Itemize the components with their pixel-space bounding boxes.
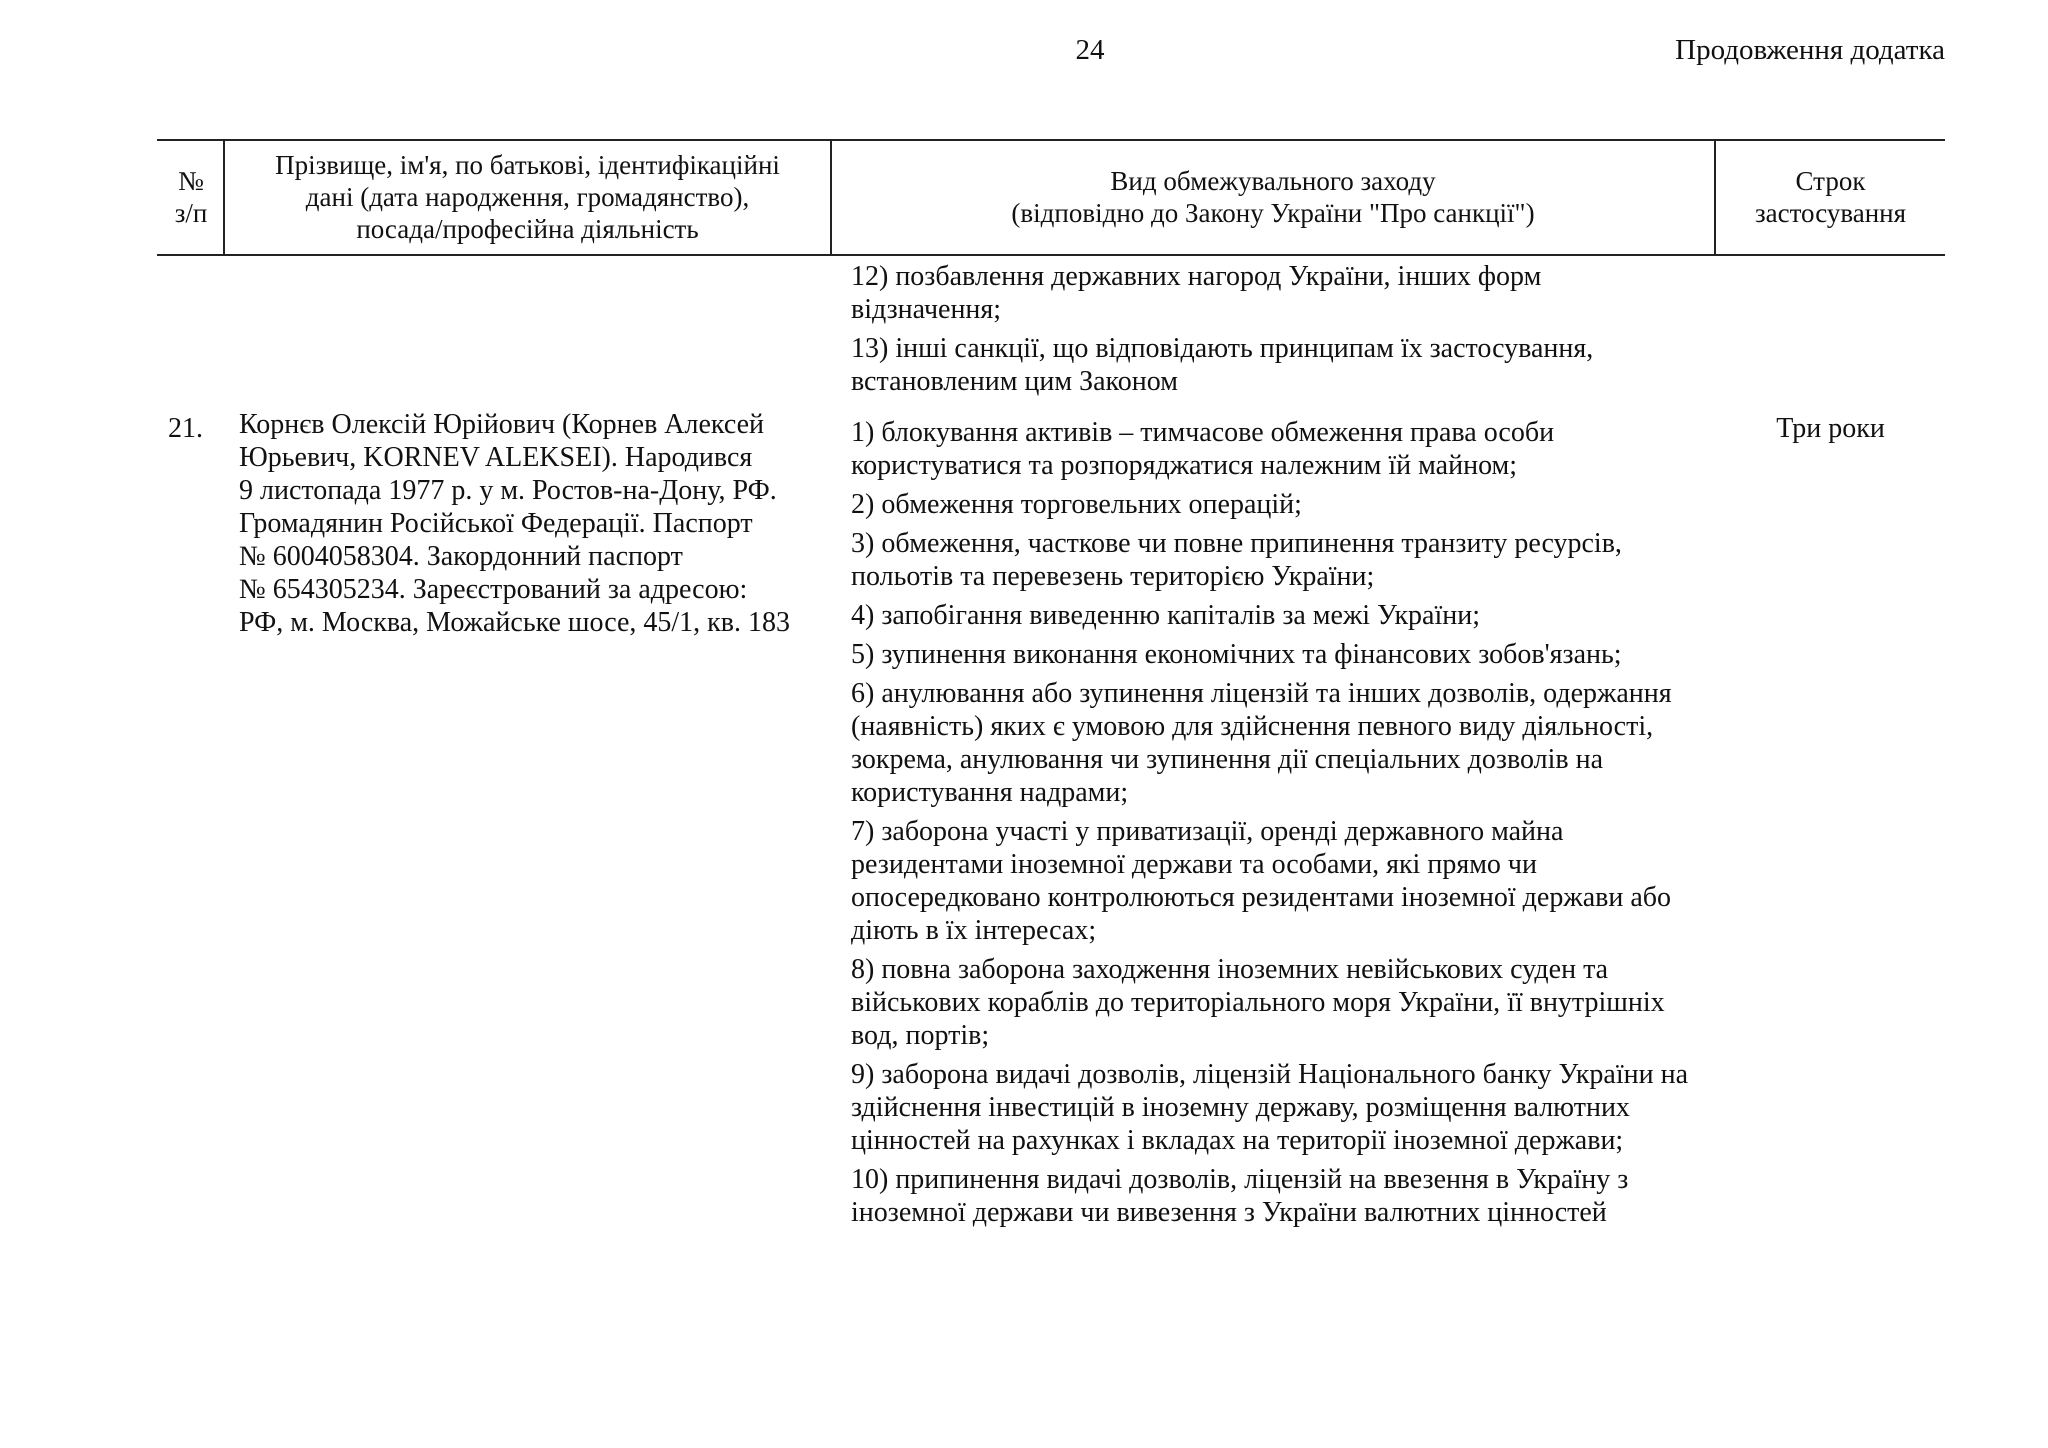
measure-item: 8) повна заборона заходження іноземних невійськових суден та військових кораблів до територіального моря України, її внутрішніх вод, портів;: [851, 954, 1665, 1051]
header-person: [225, 140, 830, 254]
header-number-line: з/п: [174, 198, 208, 228]
person-line: Громадянин Російської Федерації. Паспорт: [239, 508, 753, 539]
continued-measures: [851, 260, 1691, 404]
measure-item: 3) обмеження, часткове чи повне припинення транзиту ресурсів, польотів та перевезень територією України;: [851, 528, 1622, 592]
measure-item: 12) позбавлення державних нагород України, інших форм відзначення;: [851, 261, 1542, 325]
person-line: 9 листопада 1977 р. у м. Ростов-на-Дону, РФ.: [239, 475, 777, 506]
header-number-line: №: [178, 166, 204, 196]
measure-item: 6) анулювання або зупинення ліцензій та інших дозволів, одержання (наявність) яких є умовою для здійснення певного виду діяльності, зокрема, анулювання чи зупинення дії спеціальних дозволів на користування надрами;: [851, 678, 1672, 808]
header-person-line: Прізвище, ім'я, по батькові, ідентифікаційні: [275, 150, 780, 180]
person-line: Корнєв Олексій Юрійович (Корнев Алексей: [239, 409, 764, 440]
table-header-bottom-rule: [157, 254, 1945, 256]
measure-item: 4) запобігання виведенню капіталів за межі України;: [851, 600, 1481, 631]
person-line: Юрьевич, KORNEV ALEKSEI). Народився: [239, 442, 753, 473]
term-value: Три роки: [1776, 413, 1885, 444]
row-number: 21.: [168, 413, 203, 444]
measure-item: 7) заборона участі у приватизації, оренді державного майна резидентами іноземної держави та особами, які прямо чи опосередковано контролюються резидентами іноземної держави або діють в їх інтересах;: [851, 816, 1671, 946]
person-line: № 654305234. Зареєстрований за адресою:: [239, 574, 748, 605]
measure-item: 1) блокування активів – тимчасове обмеження права особи користуватися та розпоряджатися належним їй майном;: [851, 417, 1555, 481]
header-measure-line: Вид обмежувального заходу: [1110, 166, 1436, 196]
header-term: [1716, 140, 1945, 254]
header-measure-line: (відповідно до Закону України "Про санкції"): [1011, 198, 1535, 228]
measure-item: 9) заборона видачі дозволів, ліцензій Національного банку України на здійснення інвестицій в іноземну державу, розміщення валютних цінностей на рахунках і вкладах на території іноземної держави;: [851, 1059, 1689, 1156]
continuation-label: Продовження додатка: [1675, 34, 1945, 66]
measure-item: 10) припинення видачі дозволів, ліцензій на ввезення в Україну з іноземної держави чи вивезення з України валютних цінностей: [851, 1164, 1629, 1228]
header-person-line: посада/професійна діяльність: [356, 214, 699, 244]
header-term-line: застосування: [1754, 198, 1907, 228]
measure-item: 5) зупинення виконання економічних та фінансових зобов'язань;: [851, 639, 1622, 670]
row-measures: [851, 416, 1691, 1235]
header-number: [159, 140, 223, 254]
header-measure: [832, 140, 1714, 254]
measure-item: 2) обмеження торговельних операцій;: [851, 489, 1302, 520]
person-details: [239, 408, 824, 639]
person-line: № 6004058304. Закордонний паспорт: [239, 541, 683, 572]
header-term-line: Строк: [1795, 166, 1866, 196]
header-person-line: дані (дата народження, громадянство),: [305, 182, 750, 212]
measure-item: 13) інші санкції, що відповідають принципам їх застосування, встановленим цим Законом: [851, 333, 1594, 397]
person-line: РФ, м. Москва, Можайське шосе, 45/1, кв. 183: [239, 607, 790, 638]
page-number: 24: [1075, 34, 1105, 66]
